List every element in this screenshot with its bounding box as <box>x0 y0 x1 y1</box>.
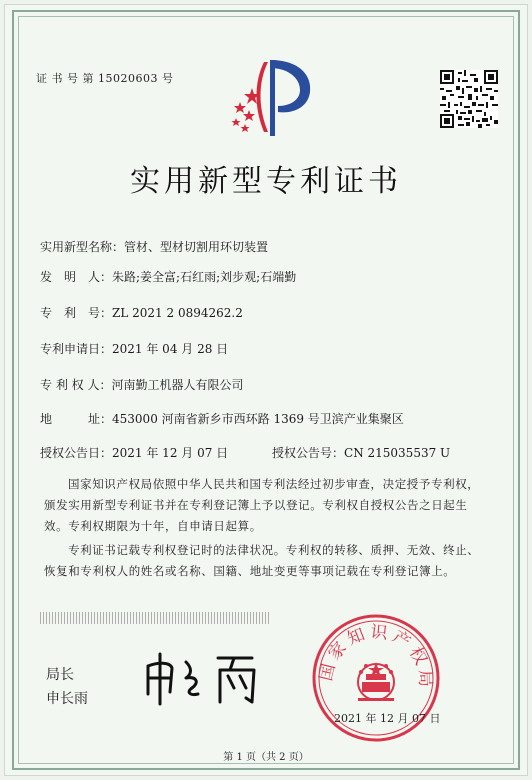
field-label: 专 利 权 人： <box>40 378 112 392</box>
director-signature <box>140 648 270 708</box>
certificate-number: 证 书 号 第 15020603 号 <box>36 72 174 85</box>
legal-status-paragraph: 专利证书记载专利权登记时的法律状况。专利权的转移、质押、无效、终止、恢复和专利权人的姓名或名称、国籍、地址变更等事项记载在专利登记簿上。 <box>44 543 480 578</box>
field-value: ZL 2021 2 0894262.2 <box>112 306 243 320</box>
field-value: 河南勤工机器人有限公司 <box>111 378 244 392</box>
field-label: 实用新型名称： <box>40 240 125 254</box>
microtext-stripe <box>40 612 270 624</box>
field-label: 地 址： <box>40 412 113 426</box>
field-value: 453000 河南省新乡市西环路 1369 号卫滨产业集聚区 <box>112 412 404 426</box>
director-title: 局长 <box>46 667 74 683</box>
field-grant-number <box>272 444 450 461</box>
seal-text: 国家知识产权局 <box>316 622 436 692</box>
field-label: 专 利 号： <box>40 306 113 320</box>
field-patent-number <box>40 304 243 321</box>
director-name: 申长雨 <box>46 691 88 707</box>
field-patentee <box>40 376 243 393</box>
field-filing-date <box>40 340 228 357</box>
seal-date: 2021 年 12 月 07 日 <box>334 712 441 725</box>
field-utility-model-name <box>40 238 268 255</box>
certificate-title: 实用新型专利证书 <box>130 164 402 199</box>
field-label: 发 明 人： <box>40 270 113 284</box>
field-value: 朱路;姜全富;石红雨;刘步观;石端勤 <box>112 270 297 284</box>
field-value: 2021 年 12 月 07 日 <box>112 446 229 460</box>
page-number: 第 1 页（共 2 页） <box>223 752 309 763</box>
national-emblem-icon <box>358 662 394 701</box>
field-address <box>40 410 404 427</box>
field-grant-date <box>40 444 228 461</box>
field-label: 授权公告号： <box>272 446 345 460</box>
field-label: 专利申请日： <box>40 342 113 356</box>
qr-code-icon <box>440 70 498 128</box>
field-value: CN 215035537 U <box>344 446 451 460</box>
patent-office-logo-icon <box>222 52 314 138</box>
field-inventor <box>40 268 296 285</box>
field-value: 管材、型材切割用环切装置 <box>124 240 269 254</box>
grant-statement-paragraph: 国家知识产权局依照中华人民共和国专利法经过初步审查，决定授予专利权，颁发实用新型专利证书并在专利登记簿上予以登记。专利权自授权公告之日起生效。专利权期限为十年，自申请日起算。 <box>44 477 480 533</box>
field-value: 2021 年 04 月 28 日 <box>112 342 229 356</box>
field-label: 授权公告日： <box>40 446 113 460</box>
